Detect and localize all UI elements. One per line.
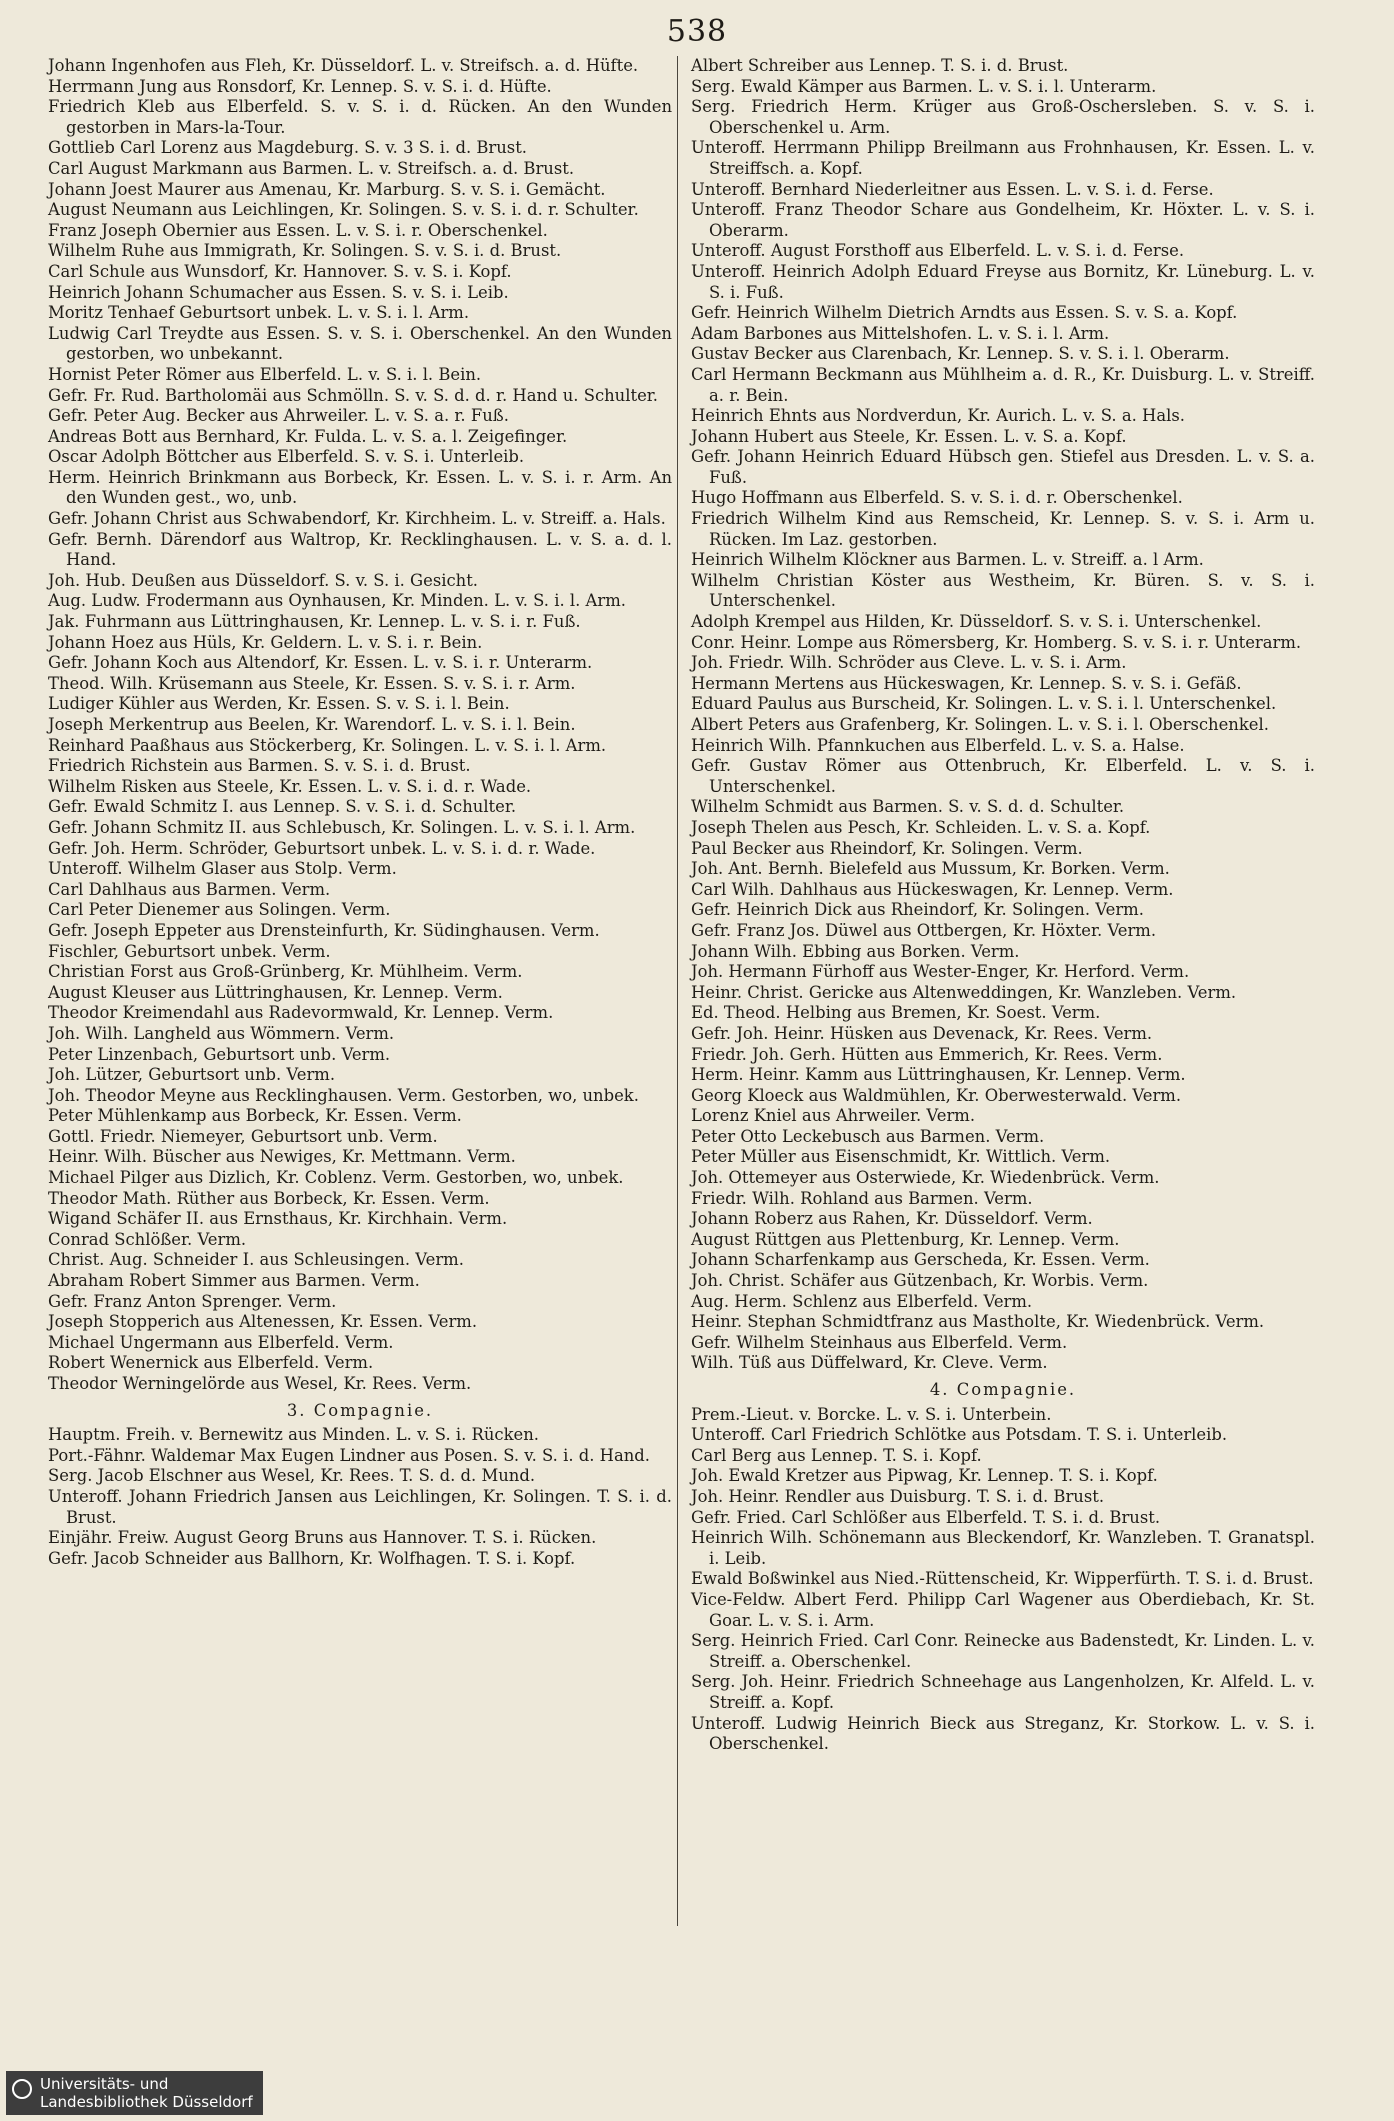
casualty-entry: Gefr. Gustav Römer aus Ottenbruch, Kr. Elberfeld. L. v. S. i. Unterschenkel. [691, 756, 1315, 796]
casualty-entry: Gottl. Friedr. Niemeyer, Geburtsort unb. Verm. [48, 1126, 438, 1146]
casualty-entry: Vice-Feldw. Albert Ferd. Philipp Carl Wagener aus Oberdiebach, Kr. St. Goar. L. v. S. i. Arm. [691, 1589, 1315, 1630]
casualty-entry: Joh. Hub. Deußen aus Düsseldorf. S. v. S. i. Gesicht. [48, 570, 479, 590]
casualty-entry: Jak. Fuhrmann aus Lüttringhausen, Kr. Lennep. L. v. S. i. r. Fuß. [48, 612, 581, 632]
casualty-entry: Andreas Bott aus Bernhard, Kr. Fulda. L. v. S. a. l. Zeigefinger. [48, 426, 568, 446]
casualty-entry: Herm. Heinrich Brinkmann aus Borbeck, Kr. Essen. L. v. S. i. r. Arm. An den Wunden gest., wo, unb. [48, 467, 672, 508]
casualty-entry: Albert Schreiber aus Lennep. T. S. i. d. Brust. [691, 56, 1069, 75]
casualty-entry: Heinr. Christ. Gericke aus Altenweddingen, Kr. Wanzleben. Verm. [691, 982, 1237, 1002]
casualty-entry: Lorenz Kniel aus Ahrweiler. Verm. [691, 1106, 976, 1126]
casualty-entry: August Neumann aus Leichlingen, Kr. Solingen. S. v. S. i. d. r. Schulter. [48, 200, 639, 220]
casualty-entry: Joh. Christ. Schäfer aus Gützenbach, Kr. Worbis. Verm. [691, 1271, 1149, 1291]
casualty-entry: Serg. Friedrich Herm. Krüger aus Groß-Oschersleben. S. v. S. i. Oberschenkel u. Arm. [691, 97, 1315, 137]
casualty-entry: Unteroff. Franz Theodor Schare aus Gondelheim, Kr. Höxter. L. v. S. i. Oberarm. [691, 200, 1315, 240]
casualty-entry: Gefr. Johann Koch aus Altendorf, Kr. Essen. L. v. S. i. r. Unterarm. [48, 653, 593, 673]
casualty-entry: Theod. Wilh. Krüsemann aus Steele, Kr. Essen. S. v. S. i. r. Arm. [48, 673, 576, 693]
casualty-entry: Wilhelm Schmidt aus Barmen. S. v. S. d. d. Schulter. [691, 797, 1125, 817]
casualty-entry: Johann Hoez aus Hüls, Kr. Geldern. L. v. S. i. r. Bein. [48, 632, 483, 652]
casualty-entry: Heinrich Ehnts aus Nordverdun, Kr. Aurich. L. v. S. a. Hals. [691, 406, 1185, 426]
casualty-entry: Gefr. Peter Aug. Becker aus Ahrweiler. L. v. S. a. r. Fuß. [48, 406, 509, 426]
casualty-entry: August Rüttgen aus Plettenburg, Kr. Lennep. Verm. [691, 1229, 1120, 1249]
casualty-entry: Christian Forst aus Groß-Grünberg, Kr. Mühlheim. Verm. [48, 962, 523, 982]
casualty-entry: Johann Roberz aus Rahen, Kr. Düsseldorf. Verm. [691, 1209, 1093, 1229]
casualty-entry: Gefr. Jacob Schneider aus Ballhorn, Kr. Wolfhagen. T. S. i. Kopf. [48, 1548, 576, 1568]
casualty-entry: Gefr. Johann Heinrich Eduard Hübsch gen. Stiefel aus Dresden. L. v. S. a. Fuß. [691, 447, 1315, 487]
casualty-entry: Friedrich Wilhelm Kind aus Remscheid, Kr. Lennep. S. v. S. i. Arm u. Rücken. Im Laz. gestorben. [691, 509, 1315, 549]
casualty-entry: Serg. Jacob Elschner aus Wesel, Kr. Rees. T. S. d. d. Mund. [48, 1466, 536, 1486]
library-stamp-line-2: Landesbibliothek Düsseldorf [40, 2093, 253, 2111]
casualty-entry: Franz Joseph Obernier aus Essen. L. v. S. i. r. Oberschenkel. [48, 220, 548, 240]
casualty-entry: Gefr. Joh. Heinr. Hüsken aus Devenack, Kr. Rees. Verm. [691, 1023, 1153, 1043]
casualty-entry: Wilhelm Christian Köster aus Westheim, Kr. Büren. S. v. S. i. Unterschenkel. [691, 570, 1315, 611]
casualty-entry: Port.-Fähnr. Waldemar Max Eugen Lindner aus Posen. S. v. S. i. d. Hand. [48, 1445, 650, 1465]
casualty-entry: Friedrich Kleb aus Elberfeld. S. v. S. i. d. Rücken. An den Wunden gestorben in Mars-la-Tour. [48, 97, 672, 137]
casualty-entry: Prem.-Lieut. v. Borcke. L. v. S. i. Unterbein. [691, 1404, 1052, 1424]
casualty-entry: Heinrich Wilh. Pfannkuchen aus Elberfeld. L. v. S. a. Halse. [691, 735, 1185, 755]
casualty-entry: Johann Ingenhofen aus Fleh, Kr. Düsseldorf. L. v. Streifsch. a. d. Hüfte. [48, 56, 639, 75]
casualty-entry: Friedr. Joh. Gerh. Hütten aus Emmerich, Kr. Rees. Verm. [691, 1044, 1163, 1064]
casualty-entry: Joh. Friedr. Wilh. Schröder aus Cleve. L. v. S. i. Arm. [691, 653, 1127, 673]
casualty-entry: Reinhard Paaßhaus aus Stöckerberg, Kr. Solingen. L. v. S. i. l. Arm. [48, 735, 607, 755]
casualty-entry: Aug. Herm. Schlenz aus Elberfeld. Verm. [691, 1291, 1033, 1311]
casualty-entry: Theodor Math. Rüther aus Borbeck, Kr. Essen. Verm. [48, 1188, 490, 1208]
casualty-entry: Gefr. Fr. Rud. Bartholomäi aus Schmölln. S. v. S. d. d. r. Hand u. Schulter. [48, 385, 659, 405]
casualty-entry: Carl Hermann Beckmann aus Mühlheim a. d. R., Kr. Duisburg. L. v. Streiff. a. r. Bein. [691, 364, 1315, 405]
casualty-entry: Gottlieb Carl Lorenz aus Magdeburg. S. v. 3 S. i. d. Brust. [48, 138, 528, 158]
casualty-entry: Moritz Tenhaef Geburtsort unbek. L. v. S. i. l. Arm. [48, 303, 470, 323]
casualty-entry: Theodor Kreimendahl aus Radevormwald, Kr. Lennep. Verm. [48, 1003, 554, 1023]
casualty-entry: Joseph Stopperich aus Altenessen, Kr. Essen. Verm. [48, 1312, 478, 1332]
casualty-entry: Joh. Heinr. Rendler aus Duisburg. T. S. i. d. Brust. [691, 1486, 1105, 1506]
casualty-entry: Gefr. Joh. Herm. Schröder, Geburtsort unbek. L. v. S. i. d. r. Wade. [48, 838, 596, 858]
casualty-entry: Joh. Theodor Meyne aus Recklinghausen. Verm. Gestorben, wo, unbek. [48, 1085, 639, 1105]
casualty-entry: Joh. Hermann Fürhoff aus Wester-Enger, Kr. Herford. Verm. [691, 962, 1190, 982]
casualty-entry: Friedrich Richstein aus Barmen. S. v. S. i. d. Brust. [48, 756, 471, 776]
casualty-entry: Serg. Ewald Kämper aus Barmen. L. v. S. i. l. Unterarm. [691, 76, 1157, 96]
page-number: 538 [666, 14, 728, 49]
casualty-entry: Unteroff. Herrmann Philipp Breilmann aus Frohnhausen, Kr. Essen. L. v. Streiffsch. a. Kopf. [691, 138, 1315, 178]
casualty-entry: Herm. Heinr. Kamm aus Lüttringhausen, Kr. Lennep. Verm. [691, 1065, 1186, 1085]
casualty-entry: Fischler, Geburtsort unbek. Verm. [48, 941, 331, 961]
casualty-entry: Unteroff. Ludwig Heinrich Bieck aus Streganz, Kr. Storkow. L. v. S. i. Oberschenkel. [691, 1713, 1315, 1754]
casualty-entry: Heinrich Johann Schumacher aus Essen. S. v. S. i. Leib. [48, 282, 509, 302]
casualty-entry: Joh. Wilh. Langheld aus Wömmern. Verm. [48, 1023, 395, 1043]
section-heading-4-compagnie: 4. Compagnie. [929, 1380, 1077, 1399]
casualty-entry: Adam Barbones aus Mittelshofen. L. v. S. i. l. Arm. [691, 323, 1110, 343]
casualty-entry: Gefr. Franz Jos. Düwel aus Ottbergen, Kr. Höxter. Verm. [691, 920, 1157, 940]
casualty-entry: Hornist Peter Römer aus Elberfeld. L. v. S. i. l. Bein. [48, 364, 482, 384]
casualty-entry: Friedr. Wilh. Rohland aus Barmen. Verm. [691, 1188, 1033, 1208]
casualty-entry: Einjähr. Freiw. August Georg Bruns aus Hannover. T. S. i. Rücken. [48, 1528, 597, 1548]
casualty-entry: Conrad Schlößer. Verm. [48, 1229, 247, 1249]
casualty-entry: Hermann Mertens aus Hückeswagen, Kr. Lennep. S. v. S. i. Gefäß. [691, 673, 1242, 693]
library-stamp-line-1: Universitäts- und [40, 2075, 169, 2093]
casualty-entry: Gefr. Johann Schmitz II. aus Schlebusch, Kr. Solingen. L. v. S. i. l. Arm. [48, 817, 636, 837]
casualty-entry: Serg. Heinrich Fried. Carl Conr. Reinecke aus Badenstedt, Kr. Linden. L. v. Streiff. a. Oberschenkel. [691, 1631, 1315, 1671]
casualty-entry: Peter Mühlenkamp aus Borbeck, Kr. Essen. Verm. [48, 1106, 462, 1126]
casualty-entry: Gefr. Bernh. Därendorf aus Waltrop, Kr. Recklinghausen. L. v. S. a. d. l. Hand. [48, 529, 672, 570]
casualty-entry: Gefr. Joseph Eppeter aus Drensteinfurth, Kr. Südinghausen. Verm. [48, 920, 600, 940]
casualty-entry: Christ. Aug. Schneider I. aus Schleusingen. Verm. [48, 1250, 464, 1270]
casualty-entry: Conr. Heinr. Lompe aus Römersberg, Kr. Homberg. S. v. S. i. r. Unterarm. [691, 632, 1302, 652]
casualty-entry: Theodor Werningelörde aus Wesel, Kr. Rees. Verm. [48, 1374, 472, 1393]
casualty-entry: Paul Becker aus Rheindorf, Kr. Solingen. Verm. [691, 838, 1083, 858]
casualty-entry: Herrmann Jung aus Ronsdorf, Kr. Lennep. S. v. S. i. d. Hüfte. [48, 76, 552, 96]
casualty-entry: Carl Wilh. Dahlhaus aus Hückeswagen, Kr. Lennep. Verm. [691, 879, 1174, 899]
casualty-entry: Carl August Markmann aus Barmen. L. v. Streifsch. a. d. Brust. [48, 158, 575, 178]
casualty-entry: Unteroff. Johann Friedrich Jansen aus Leichlingen, Kr. Solingen. T. S. i. d. Brust. [48, 1486, 672, 1527]
casualty-entry: Eduard Paulus aus Burscheid, Kr. Solingen. L. v. S. i. l. Unterschenkel. [691, 694, 1277, 714]
casualty-entry: Hugo Hoffmann aus Elberfeld. S. v. S. i. d. r. Oberschenkel. [691, 488, 1183, 508]
casualty-entry: Abraham Robert Simmer aus Barmen. Verm. [48, 1271, 420, 1291]
casualty-entry: Gefr. Heinrich Dick aus Rheindorf, Kr. Solingen. Verm. [691, 900, 1144, 920]
casualty-entry: Aug. Ludw. Frodermann aus Oynhausen, Kr. Minden. L. v. S. i. l. Arm. [48, 591, 626, 611]
casualty-entry: Carl Berg aus Lennep. T. S. i. Kopf. [691, 1445, 982, 1465]
casualty-entry: Unteroff. Heinrich Adolph Eduard Freyse aus Bornitz, Kr. Lüneburg. L. v. S. i. Fuß. [691, 261, 1315, 302]
casualty-entry: Albert Peters aus Grafenberg, Kr. Solingen. L. v. S. i. l. Oberschenkel. [691, 715, 1269, 734]
casualty-entry: Johann Scharfenkamp aus Gerscheda, Kr. Essen. Verm. [691, 1250, 1150, 1270]
casualty-entry: Heinrich Wilh. Schönemann aus Bleckendorf, Kr. Wanzleben. T. Granatspl. i. Leib. [691, 1528, 1315, 1568]
casualty-entry: Ewald Boßwinkel aus Nied.-Rüttenscheid, Kr. Wipperfürth. T. S. i. d. Brust. [691, 1569, 1314, 1589]
casualty-entry: Gefr. Ewald Schmitz I. aus Lennep. S. v. S. i. d. Schulter. [48, 797, 517, 817]
casualty-entry: Wilhelm Ruhe aus Immigrath, Kr. Solingen. S. v. S. i. d. Brust. [48, 241, 562, 261]
casualty-entry: Unteroff. Bernhard Niederleitner aus Essen. L. v. S. i. d. Ferse. [691, 179, 1214, 199]
column-divider [677, 56, 678, 1926]
casualty-entry: Adolph Krempel aus Hilden, Kr. Düsseldorf. S. v. S. i. Unterschenkel. [691, 612, 1262, 632]
casualty-entry: Peter Otto Leckebusch aus Barmen. Verm. [691, 1126, 1045, 1146]
casualty-entry: Ludiger Kühler aus Werden, Kr. Essen. S. v. S. i. l. Bein. [48, 694, 510, 714]
casualty-entry: Heinr. Stephan Schmidtfranz aus Mastholte, Kr. Wiedenbrück. Verm. [691, 1312, 1265, 1332]
casualty-entry: Peter Müller aus Eisenschmidt, Kr. Wittlich. Verm. [691, 1147, 1111, 1167]
casualty-entry: Unteroff. Carl Friedrich Schlötke aus Potsdam. T. S. i. Unterleib. [691, 1425, 1228, 1445]
casualty-entry: Gefr. Wilhelm Steinhaus aus Elberfeld. Verm. [691, 1332, 1068, 1352]
casualty-entry: August Kleuser aus Lüttringhausen, Kr. Lennep. Verm. [48, 982, 503, 1002]
casualty-entry: Unteroff. August Forsthoff aus Elberfeld. L. v. S. i. d. Ferse. [691, 241, 1185, 261]
casualty-entry: Gefr. Franz Anton Sprenger. Verm. [48, 1291, 337, 1311]
casualty-entry: Wigand Schäfer II. aus Ernsthaus, Kr. Kirchhain. Verm. [48, 1209, 508, 1229]
section-heading-3-compagnie: 3. Compagnie. [286, 1400, 434, 1420]
casualty-entry: Hauptm. Freih. v. Bernewitz aus Minden. L. v. S. i. Rücken. [48, 1425, 540, 1445]
casualty-entry: Carl Peter Dienemer aus Solingen. Verm. [48, 900, 391, 920]
casualty-entry: Gefr. Fried. Carl Schlößer aus Elberfeld. T. S. i. d. Brust. [691, 1507, 1161, 1527]
casualty-entry: Wilhelm Risken aus Steele, Kr. Essen. L. v. S. i. d. r. Wade. [48, 776, 532, 796]
library-logo-icon [12, 2079, 32, 2099]
casualty-entry: Heinrich Wilhelm Klöckner aus Barmen. L. v. Streiff. a. l Arm. [691, 550, 1204, 570]
casualty-entry: Oscar Adolph Böttcher aus Elberfeld. S. v. S. i. Unterleib. [48, 447, 525, 467]
casualty-entry: Ludwig Carl Treydte aus Essen. S. v. S. i. Oberschenkel. An den Wunden gestorben, wo unbekannt. [48, 323, 672, 364]
casualty-entry: Johann Hubert aus Steele, Kr. Essen. L. v. S. a. Kopf. [691, 426, 1127, 446]
casualty-entry: Peter Linzenbach, Geburtsort unb. Verm. [48, 1044, 391, 1064]
casualty-entry: Gefr. Heinrich Wilhelm Dietrich Arndts aus Essen. S. v. S. a. Kopf. [691, 303, 1238, 323]
casualty-entry: Carl Schule aus Wunsdorf, Kr. Hannover. S. v. S. i. Kopf. [48, 261, 512, 281]
casualty-entry: Georg Kloeck aus Waldmühlen, Kr. Oberwesterwald. Verm. [691, 1085, 1182, 1105]
left-column [48, 56, 672, 1569]
casualty-entry: Robert Wenernick aus Elberfeld. Verm. [48, 1353, 374, 1373]
casualty-entry: Michael Ungermann aus Elberfeld. Verm. [48, 1332, 394, 1352]
casualty-entry: Wilh. Tüß aus Düffelward, Kr. Cleve. Verm. [691, 1353, 1048, 1373]
casualty-entry: Gustav Becker aus Clarenbach, Kr. Lennep. S. v. S. i. l. Oberarm. [691, 344, 1230, 364]
casualty-entry: Joseph Merkentrup aus Beelen, Kr. Warendorf. L. v. S. i. l. Bein. [48, 715, 576, 734]
casualty-entry: Johann Joest Maurer aus Amenau, Kr. Marburg. S. v. S. i. Gemächt. [48, 179, 606, 199]
casualty-entry: Unteroff. Wilhelm Glaser aus Stolp. Verm. [48, 859, 397, 879]
casualty-entry: Ed. Theod. Helbing aus Bremen, Kr. Soest. Verm. [691, 1003, 1101, 1023]
casualty-entry: Heinr. Wilh. Büscher aus Newiges, Kr. Mettmann. Verm. [48, 1147, 516, 1167]
casualty-entry: Joseph Thelen aus Pesch, Kr. Schleiden. L. v. S. a. Kopf. [691, 817, 1151, 837]
left-casualty-list-after [48, 1425, 672, 1569]
left-casualty-list [48, 56, 672, 1395]
casualty-entry: Joh. Ottemeyer aus Osterwiede, Kr. Wiedenbrück. Verm. [691, 1168, 1160, 1188]
right-casualty-list [691, 56, 1315, 1374]
right-column [691, 56, 1315, 1755]
casualty-entry: Johann Wilh. Ebbing aus Borken. Verm. [691, 941, 1020, 961]
library-stamp [6, 2071, 263, 2115]
casualty-entry: Carl Dahlhaus aus Barmen. Verm. [48, 879, 331, 899]
casualty-entry: Joh. Lützer, Geburtsort unb. Verm. [48, 1065, 336, 1085]
right-casualty-list-after [691, 1405, 1315, 1755]
casualty-entry: Gefr. Johann Christ aus Schwabendorf, Kr. Kirchheim. L. v. Streiff. a. Hals. [48, 509, 666, 529]
casualty-entry: Michael Pilger aus Dizlich, Kr. Coblenz. Verm. Gestorben, wo, unbek. [48, 1168, 624, 1188]
casualty-entry: Serg. Joh. Heinr. Friedrich Schneehage aus Langenholzen, Kr. Alfeld. L. v. Streiff. a. Kopf. [691, 1672, 1315, 1712]
casualty-entry: Joh. Ewald Kretzer aus Pipwag, Kr. Lennep. T. S. i. Kopf. [691, 1466, 1158, 1486]
casualty-entry: Joh. Ant. Bernh. Bielefeld aus Mussum, Kr. Borken. Verm. [691, 859, 1170, 879]
